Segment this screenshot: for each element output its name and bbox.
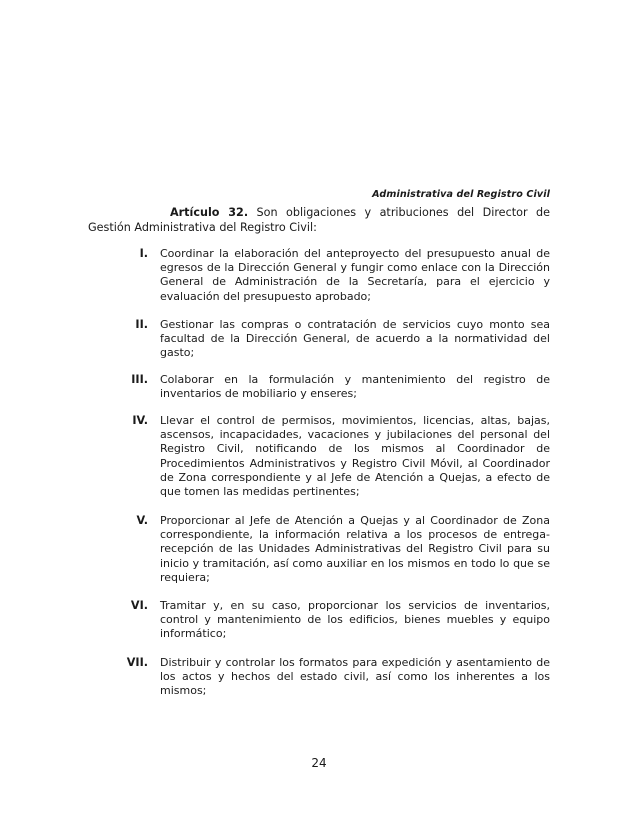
item-text: Distribuir y controlar los formatos para expedición y asentamiento de los actos y hechos del estado civil, así como los inherentes a los mismos; [160, 656, 550, 698]
item-numeral: IV. [132, 414, 148, 427]
item-numeral: II. [135, 318, 148, 331]
article-intro-text: Son obligaciones y atribuciones del Director de Gestión Administrativa del Registro Civil: [88, 206, 550, 234]
item-numeral: I. [139, 247, 148, 260]
page-number: 24 [311, 756, 327, 770]
item-text: Tramitar y, en su caso, proporcionar los servicios de inventarios, control y mantenimiento de los edificios, bienes muebles y equipo informático; [160, 599, 550, 641]
item-text: Coordinar la elaboración del anteproyecto del presupuesto anual de egresos de la Dirección General y fungir como enlace con la Dirección General de Administración de la Secretaría, para el ejercicio y evaluación del presupuesto aprobado; [160, 247, 550, 303]
section-header-title: Administrativa del Registro Civil [372, 189, 550, 200]
item-numeral: V. [136, 514, 148, 527]
article-label: Artículo 32. [170, 206, 249, 219]
item-text: Colaborar en la formulación y mantenimiento del registro de inventarios de mobiliario y enseres; [160, 373, 550, 401]
article-intro-paragraph [88, 205, 550, 235]
item-numeral: VI. [130, 599, 148, 612]
item-numeral: VII. [126, 656, 148, 669]
item-numeral: III. [131, 373, 148, 386]
item-text: Proporcionar al Jefe de Atención a Quejas y al Coordinador de Zona correspondiente, la información relativa a los procesos de entrega-recepción de las Unidades Administrativas del Registro Civil para su inicio y tramitación, así como auxiliar en los mismos en todo lo que se requiera; [160, 514, 550, 584]
item-text: Llevar el control de permisos, movimientos, licencias, altas, bajas, ascensos, incapacidades, vacaciones y jubilaciones del personal del Registro Civil, notificando de los mismos al Coordinador de Procedimientos Administrativos y Registro Civil Móvil, al Coordinador de Zona correspondiente y al Jefe de Atención a Quejas, a efecto de que tomen las medidas pertinentes; [160, 414, 550, 499]
item-text: Gestionar las compras o contratación de servicios cuyo monto sea facultad de la Dirección General, de acuerdo a la normatividad del gasto; [160, 318, 550, 360]
